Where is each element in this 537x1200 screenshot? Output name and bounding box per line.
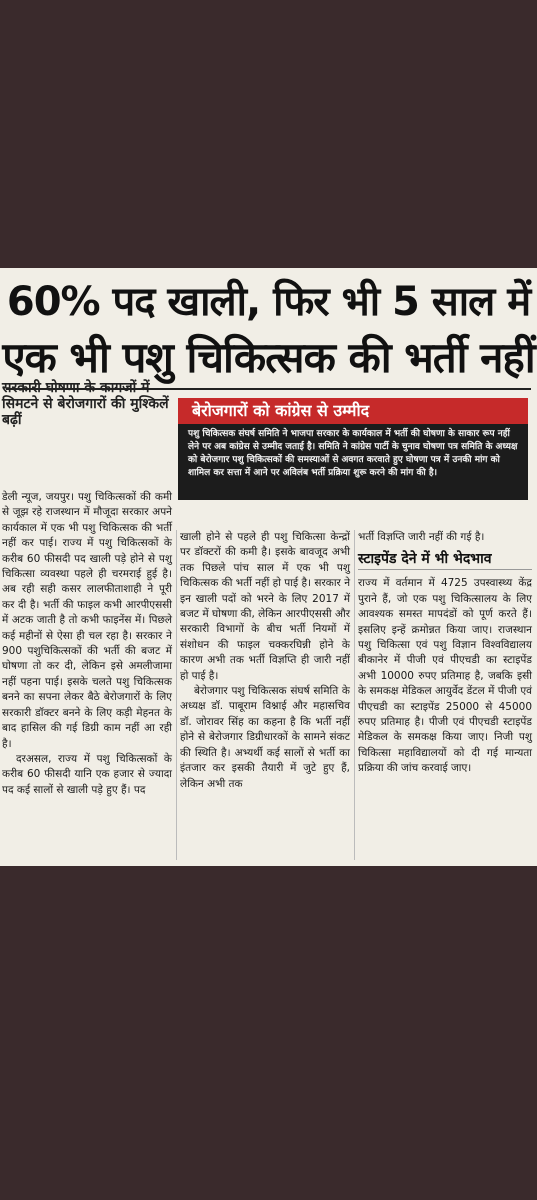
column-3-intro: भर्ती विज्ञप्ति जारी नहीं की गई है। [358, 531, 485, 543]
headline-line-1: 60% पद खाली, फिर भी 5 साल में [6, 279, 531, 325]
newspaper-clipping [0, 268, 537, 866]
article-column-2 [180, 530, 350, 792]
column-divider [354, 530, 355, 860]
highlight-box-text: पशु चिकित्सक संघर्ष समिति ने भाजपा सरकार के कार्यकाल में भर्ती की घोषणा के साकार रूप नहीं लेने पर अब कांग्रेस से उम्मीद जताई है। समिति ने कांग्रेस पार्टी के चुनाव घोषणा पत्र समिति के अध्यक्ष को बेरोजगार पशु चिकित्सकों की समस्याओं से अवगत करवाते हुए घोषणा पत्र में उनकी मांग को शामिल कर सत्ता में आने पर अविलंब भर्ती प्रक्रिया शुरू करने की मांग की है। [188, 429, 518, 478]
highlight-box [178, 398, 528, 500]
subheadline: सरकारी घोषणा के कागजों में सिमटने से बेरोजगारों की मुश्किलें बढ़ीं [2, 380, 169, 428]
headline-line-2: एक भी पशु चिकित्सक की भर्ती नहीं [2, 333, 535, 382]
highlight-box-title: बेरोजगारों को कांग्रेस से उम्मीद [178, 398, 528, 424]
column-1-paragraph-1: डेली न्यूज, जयपुर। पशु चिकित्सकों की कमी से जूझ रहे राजस्थान में मौजूदा सरकार अपने कार्यकाल में एक भी पशु चिकित्सक की भर्ती नहीं कर पाई। राज्य में पशु चिकित्सकों के करीब 60 फीसदी पद खाली पड़े होने से पशु चिकित्सा व्यवस्था पहले ही चरमराई हुई है। अब रही सही कसर लालफीताशाही ने पूरी कर दी है। भर्ती की फाइल कभी आरपीएससी में अटक जाती है तो कभी फाइनेंस में। पिछले कई महीनों से ऐसा ही चल रहा है। सरकार ने 900 पशुचिकित्सकों की भर्ती की बजट में घोषणा तो कर दी, लेकिन इसे अमलीजामा नहीं पहना पाई। इसके चलते पशु चिकित्सक बनने का सपना लेकर बैठे बेरोजगारों के लिए सरकारी डॉक्टर बनने के लिए कड़ी मेहनत के बाद हासिल की गई डिग्री काम नहीं आ रही है। [2, 491, 172, 750]
column-1-paragraph-2: दरअसल, राज्य में पशु चिकित्सकों के करीब 60 फीसदी यानि एक हजार से ज्यादा पद कई सालों से खाली पड़े हुए हैं। पद [2, 752, 172, 796]
column-3-paragraph: राज्य में वर्तमान में 4725 उपस्वास्थ्य केंद्र पुराने हैं, जो एक पशु चिकित्सालय के लिए आवश्यक समस्त मापदंडों को पूर्ण करते हैं। इसलिए इन्हें क्रमोन्नत किया जाए। राजस्थान पशु चिकित्सा एवं पशु विज्ञान विश्वविद्यालय बीकानेर में पीजी एवं पीएचडी का स्टाइपेंड अभी 10000 रुपए प्रतिमाह है, जबकि इसी के समकक्ष मेडिकल आयुर्वेद डेंटल में पीजी एवं पीएचडी का स्टाइपेंड 25000 से 45000 रुपए प्रतिमाह है। पीजी एवं पीएचडी स्टाइपेंड मेडिकल के समकक्ष किया जाए। निजी पशु चिकित्सा महाविद्यालयों को दी गई मान्यता प्रक्रिया की जांच करवाई जाए। [358, 577, 532, 775]
column-3-heading: स्टाइपेंड देने में भी भेदभाव [358, 549, 532, 570]
column-2-paragraph-2: बेरोजगार पशु चिकित्सक संघर्ष समिति के अध्यक्ष डॉ. पाबूराम विश्नाई और महासचिव डॉ. जोरावर सिंह का कहना है कि भर्ती नहीं होने से बेरोजगार डिग्रीधारकों के सामने संकट की स्थिति है। अभ्यर्थी कई सालों से भर्ती का इंतजार कर इसकी तैयारी में जुटे हुए हैं, लेकिन अभी तक [180, 685, 350, 790]
column-2-paragraph-1: खाली होने से पहले ही पशु चिकित्सा केन्द्रों पर डॉक्टरों की कमी है। इसके बावजूद अभी तक पिछले पांच साल में एक भी पशु चिकित्सक की भर्ती नहीं हो पाई है। सरकार ने इन खाली पदों को भरने के लिए 2017 में बजट में घोषणा की, लेकिन आरपीएससी और सरकारी विभागों के बीच भर्ती नियमों में संशोधन की फाइल चक्करघिन्नी होने के कारण अभी तक भर्ती विज्ञप्ति ही जारी नहीं हो पाई है। [180, 531, 351, 682]
column-divider [176, 530, 177, 860]
article-column-3 [358, 530, 532, 777]
article-column-1 [2, 490, 172, 798]
headline [0, 274, 537, 386]
